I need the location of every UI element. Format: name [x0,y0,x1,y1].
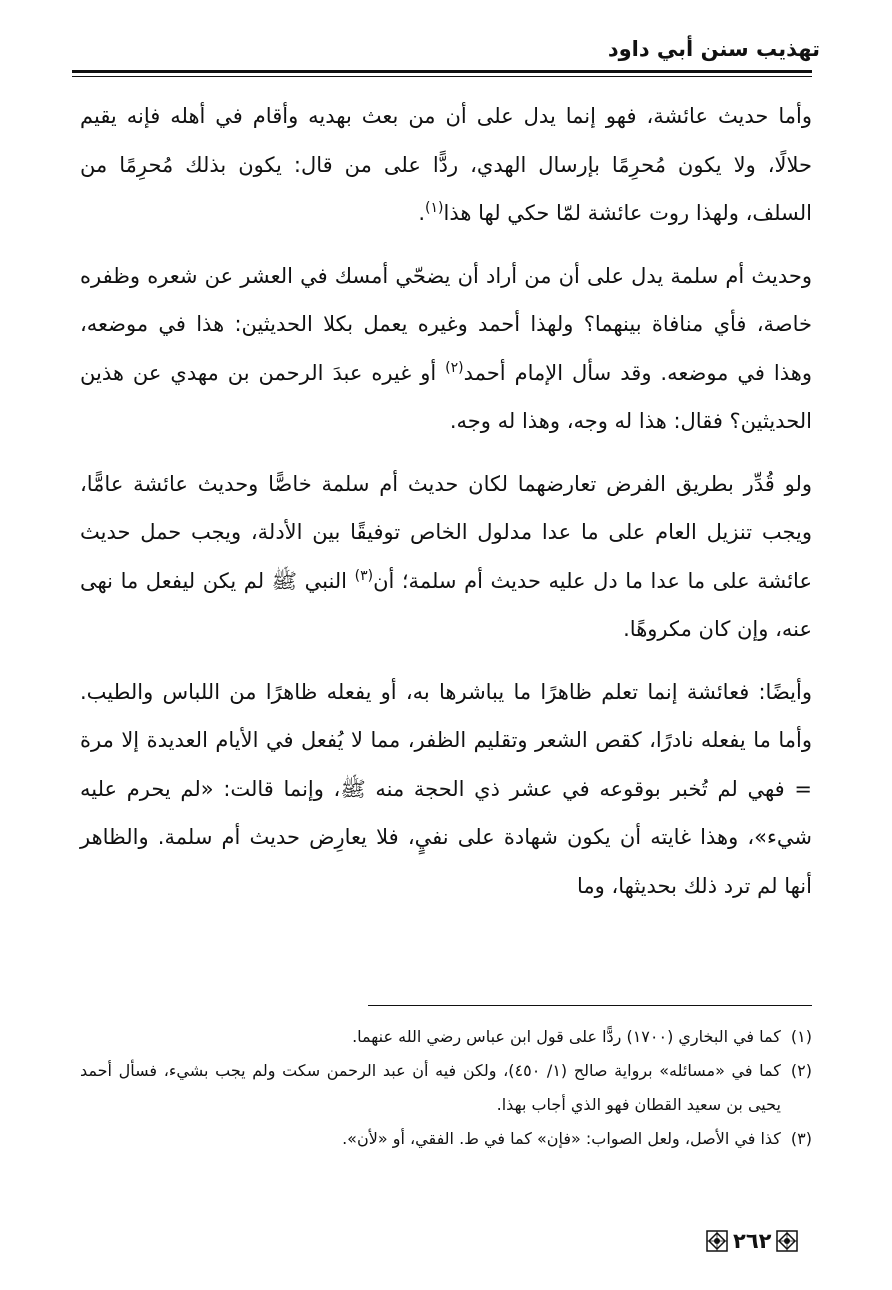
footnote [80,1054,812,1122]
footnote-number: (٢) [790,1061,812,1080]
page-folio [706,1226,798,1256]
header-rule-thin [72,76,812,77]
footnote-marker: (٢) [445,359,464,376]
footnote [80,1020,812,1054]
paragraph-text-continued: . [418,201,426,225]
paragraph [80,252,812,446]
footnotes [80,1020,812,1156]
footnote-marker: (١) [425,200,444,216]
main-text [80,92,812,924]
running-header: تهذيب سنن أبي داود [607,37,820,61]
footnote-text: كما في «مسائله» برواية صالح (١/ ٤٥٠)، ولكن فيه أن عبد الرحمن سكت ولم يجب بشيء، فسأل أحمد يحيى بن سعيد القطان فهو الذي أجاب بهذا. [80,1061,781,1114]
footnote-text: كما في البخاري (١٧٠٠) ردًّا على قول ابن عباس رضي الله عنهما. [352,1027,781,1046]
floral-ornament-icon [706,1230,728,1252]
paragraph [80,92,812,238]
page-number: ٢٦٢ [733,1229,772,1253]
footnote-marker: (٣) [354,567,374,584]
paragraph-text-continued: أو غيره عبدَ الرحمن بن مهدي عن هذين الحديثين؟ فقال: هذا له وجه، وهذا له وجه. [80,360,812,433]
footnote-separator [368,1005,812,1006]
paragraph-text: وحديث أم سلمة يدل على أن من أراد أن يضحّي أمسك في العشر عن شعره وظفره خاصة، فأي منافاة بينهما؟ ولهذا أحمد وغيره يعمل بكلا الحديثين: هذا في موضعه، وهذا في موضعه. وقد سأل الإمام أحمد [80,263,812,385]
paragraph [80,460,812,654]
paragraph [80,668,812,911]
paragraph-text: وأما حديث عائشة، فهو إنما يدل على أن من بعث بهديه وأقام في أهله فإنه يقيم حلالًا، ولا يكون مُحرِمًا بإرسال الهدي، ردًّا على من قال: يكون بذلك مُحرِمًا من السلف، ولهذا روت عائشة لمّا حكي لها هذا [80,104,812,225]
footnote-text: كذا في الأصل، ولعل الصواب: «فإن» كما في ط. الفقي، أو «لأن». [342,1129,781,1148]
floral-ornament-icon [776,1230,798,1252]
paragraph-text: ولو قُدِّر بطريق الفرض تعارضهما لكان حديث أم سلمة خاصًّا وحديث عائشة عامًّا، ويجب تنزيل العام على ما عدا مدلول الخاص توفيقًا بين الأدلة، ويجب حمل حديث عائشة على ما عدا ما دل عليه حديث أم سلمة؛ أن [80,471,812,593]
paragraph-text: وأيضًا: فعائشة إنما تعلم ظاهرًا ما يباشرها به، أو يفعله ظاهرًا من اللباس والطيب. وأما ما يفعله نادرًا، كقص الشعر وتقليم الظفر، مما لا يُفعل في الأيام العديدة إلا مرة = فهي لم تُخبر بوقوعه في عشر ذي الحجة منه ﷺ، وإنما قالت: «لم يحرم عليه شيء»، وهذا غايته أن يكون شهادة على نفيٍ، فلا يعارِض حديث أم سلمة. والظاهر أنها لم ترد ذلك بحديثها، وما [80,679,812,898]
footnote-number: (٣) [790,1129,812,1148]
header-rule [72,70,812,73]
footnote [80,1122,812,1156]
footnote-number: (١) [790,1027,812,1046]
paragraph-text-continued: النبي ﷺ لم يكن ليفعل ما نهى عنه، وإن كان مكروهًا. [80,568,812,641]
